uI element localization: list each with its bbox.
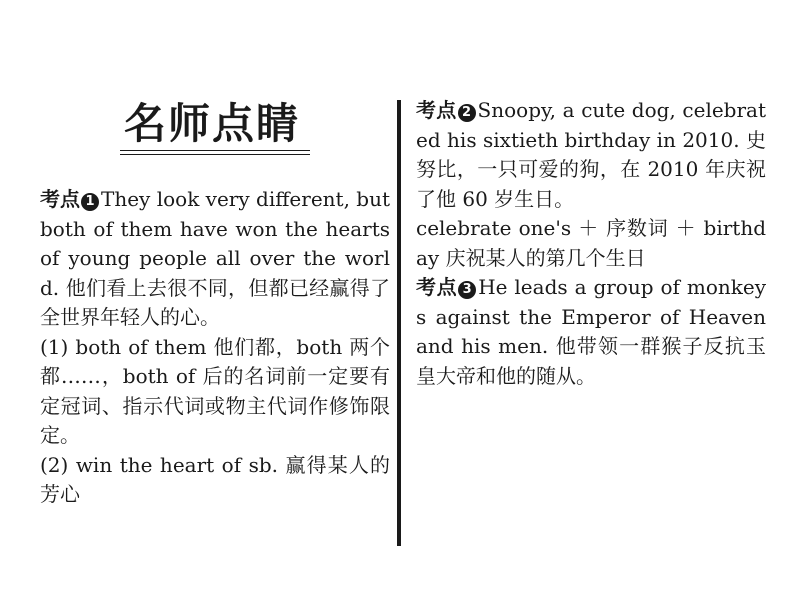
exam-point-3	[416, 273, 766, 391]
exam-point-2-text: Snoopy, a cute dog, celebrated his sixtieth birthday in 2010. 史努比，一只可爱的狗，在 2010 年庆祝了他 60 岁生日。	[416, 98, 767, 211]
exam-point-1	[40, 185, 390, 333]
number-badge-icon: 1	[81, 193, 99, 211]
exam-point-label: 考点	[416, 98, 457, 122]
note-1: (1) both of them 他们都，both 两个都……，both of 后的名词前一定要有定冠词、指示代词或物主代词作修饰限定。	[40, 334, 390, 447]
number-badge-icon: 3	[458, 281, 476, 299]
section-title: 名师点睛	[124, 99, 301, 148]
exam-point-1-text: They look very different, but both of them have won the hearts of young people all over the world. 他们看上去很不同，但都已经赢得了全世界年轻人的心。	[40, 187, 391, 329]
left-column	[40, 185, 390, 510]
note-2: (2) win the heart of sb. 赢得某人的芳心	[40, 452, 390, 506]
title-underline	[120, 150, 310, 151]
exam-point-2	[416, 96, 766, 214]
exam-point-label: 考点	[40, 187, 80, 211]
column-divider	[397, 100, 401, 546]
exam-point-label: 考点	[416, 275, 458, 299]
right-column	[416, 96, 766, 391]
exam-point-3-text: He leads a group of monkeys against the Emperor of Heaven and his men. 他带领一群猴子反抗玉皇大帝和他的随从。	[416, 275, 767, 388]
celebrate-note: celebrate one's ＋ 序数词 ＋ birthday 庆祝某人的第几个生日	[416, 216, 766, 270]
title-underline-2	[120, 154, 310, 155]
number-badge-icon: 2	[458, 104, 476, 122]
